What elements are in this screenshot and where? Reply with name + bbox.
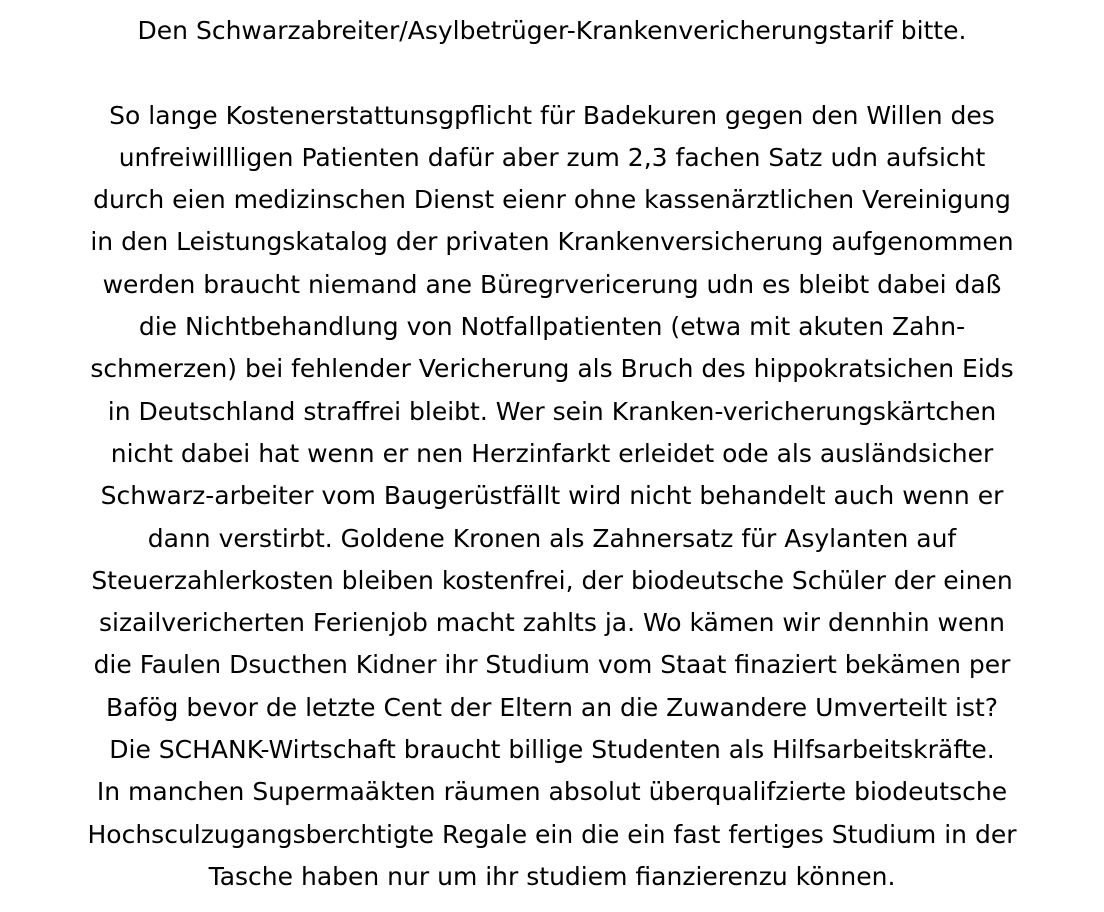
body-line: Hochsculzugangsberchtigte Regale ein die ein fast fertiges Studium in der <box>87 819 1017 849</box>
body-line: Schwarz-arbeiter vom Baugerüstfällt wird nicht behandelt auch wenn er <box>100 481 1004 511</box>
body-line: durch eien medizinschen Dienst eienr ohne kassenärztlichen Vereinigung <box>93 185 1011 215</box>
body-line: sizailvericherten Ferienjob macht zahlts ja. Wo kämen wir dennhin wenn <box>98 608 1006 638</box>
body-line: Steuerzahlerkosten bleiben kostenfrei, der biodeutsche Schüler der einen <box>91 565 1013 595</box>
body-line: nicht dabei hat wenn er nen Herzinfarkt erleidet ode als ausländsicher <box>110 438 994 468</box>
body-line: schmerzen) bei fehlender Vericherung als Bruch des hippokratsichen Eids <box>90 354 1014 384</box>
body-line: in den Leistungskatalog der privaten Krankenversicherung aufgenommen <box>90 227 1014 257</box>
body-line: In manchen Supermaäkten räumen absolut überqualifzierte biodeutsche <box>96 777 1008 807</box>
body-line: Die SCHANK-Wirtschaft braucht billige Studenten als Hilfsarbeitskräfte. <box>109 735 995 765</box>
body-line: in Deutschland straffrei bleibt. Wer sein Kranken-vericherungskärtchen <box>107 396 997 426</box>
body-line: So lange Kostenerstattunsgpflicht für Badekuren gegen den Willen des <box>109 100 995 130</box>
body-line: die Nichtbehandlung von Notfallpatienten (etwa mit akuten Zahn- <box>138 312 966 342</box>
body-line: die Faulen Dsucthen Kidner ihr Studium vom Staat finaziert bekämen per <box>93 650 1011 680</box>
body-line: unfreiwillligen Patienten dafür aber zum 2,3 fachen Satz udn aufsicht <box>118 142 986 172</box>
body-line: Bafög bevor de letzte Cent der Eltern an die Zuwandere Umverteilt ist? <box>105 692 999 722</box>
body-line: werden braucht niemand ane Büregrvericerung udn es bleibt dabei daß <box>102 269 1002 299</box>
body-line: dann verstirbt. Goldene Kronen als Zahnersatz für Asylanten auf <box>147 523 957 553</box>
title-line: Den Schwarzabreiter/Asylbetrüger-Krankenvericherungstarif bitte. <box>137 16 967 45</box>
body-line: Tasche haben nur um ihr studiem fianzierenzu können. <box>208 861 896 891</box>
blank-line <box>18 52 1086 94</box>
